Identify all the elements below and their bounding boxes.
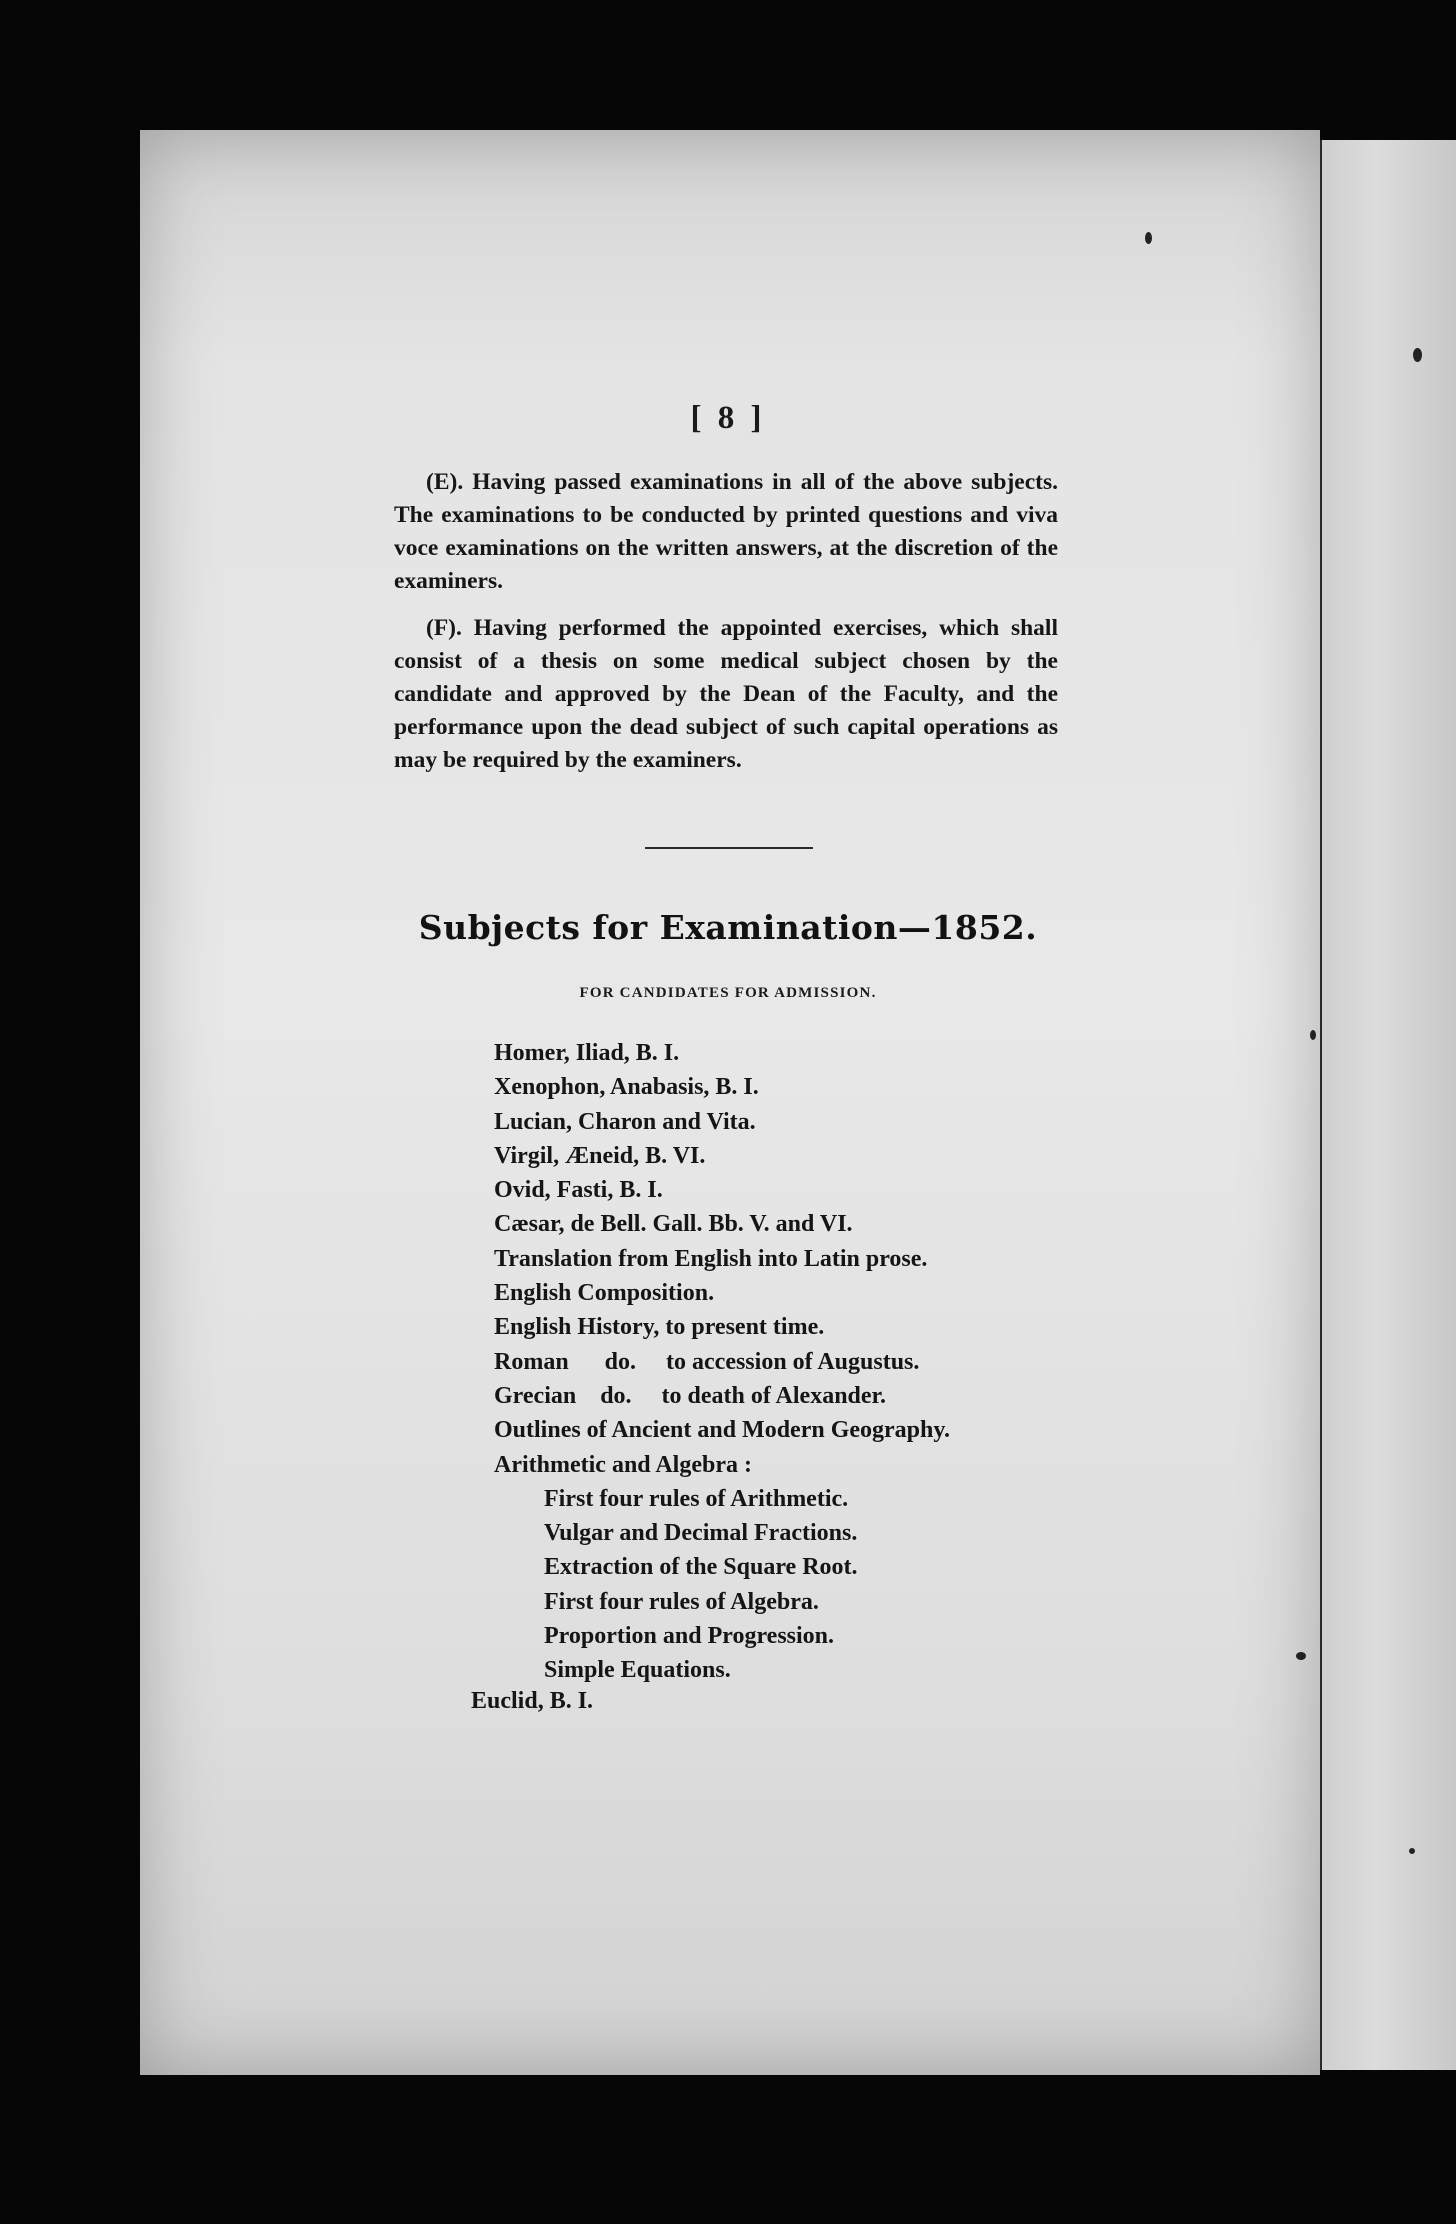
subject-item: Outlines of Ancient and Modern Geography.: [494, 1417, 951, 1444]
subject-list: [494, 1036, 950, 1688]
subject-item: Homer, Iliad, B. I.: [494, 1040, 680, 1066]
ink-speck: [1296, 1652, 1306, 1660]
final-subject: Euclid, B. I.: [471, 1688, 594, 1714]
section-subheading: FOR CANDIDATES FOR ADMISSION.: [579, 985, 877, 1001]
subject-item: English History, to present time.: [494, 1314, 825, 1341]
arithmetic-topic: Extraction of the Square Root.: [544, 1554, 858, 1581]
ink-speck: [1310, 1030, 1316, 1040]
section-heading: Subjects for Examination—1852.: [418, 908, 1038, 947]
subject-item: Translation from English into Latin prose.: [494, 1245, 928, 1272]
arithmetic-topic: Simple Equations.: [544, 1657, 731, 1684]
subject-item: Xenophon, Anabasis, B. I.: [494, 1074, 759, 1101]
subject-item: Arithmetic and Algebra :: [494, 1451, 752, 1478]
subject-item: Grecian do. to death of Alexander.: [494, 1382, 887, 1409]
subject-item: English Composition.: [494, 1280, 715, 1307]
subject-item: Ovid, Fasti, B. I.: [494, 1177, 663, 1204]
paragraph-e: (E). Having passed examinations in all of the above subjects. The examinations to be conducted by printed questions and viva voce examinations on the written answers, at the discretion of the examiners.: [394, 469, 1058, 594]
arithmetic-topic: Proportion and Progression.: [544, 1623, 835, 1650]
page-number: [ 8 ]: [690, 400, 766, 436]
subject-item: Cæsar, de Bell. Gall. Bb. V. and VI.: [494, 1211, 853, 1238]
ink-speck: [1145, 232, 1152, 244]
ink-speck: [1409, 1848, 1415, 1854]
arithmetic-topic: First four rules of Algebra.: [544, 1588, 819, 1615]
subject-item: Virgil, Æneid, B. VI.: [494, 1142, 706, 1169]
subject-item: Lucian, Charon and Vita.: [494, 1108, 756, 1135]
subject-item: Roman do. to accession of Augustus.: [494, 1348, 920, 1375]
arithmetic-topic: First four rules of Arithmetic.: [544, 1485, 849, 1512]
ink-speck: [1413, 348, 1422, 362]
arithmetic-topic: Vulgar and Decimal Fractions.: [544, 1520, 858, 1547]
section-divider: [645, 847, 813, 849]
paragraph-f: (F). Having performed the appointed exercises, which shall consist of a thesis on some medical subject chosen by the candidate and approved by the Dean of the Faculty, and the performance upon the dead subject of such capital operations as may be required by the examiners.: [394, 615, 1058, 773]
